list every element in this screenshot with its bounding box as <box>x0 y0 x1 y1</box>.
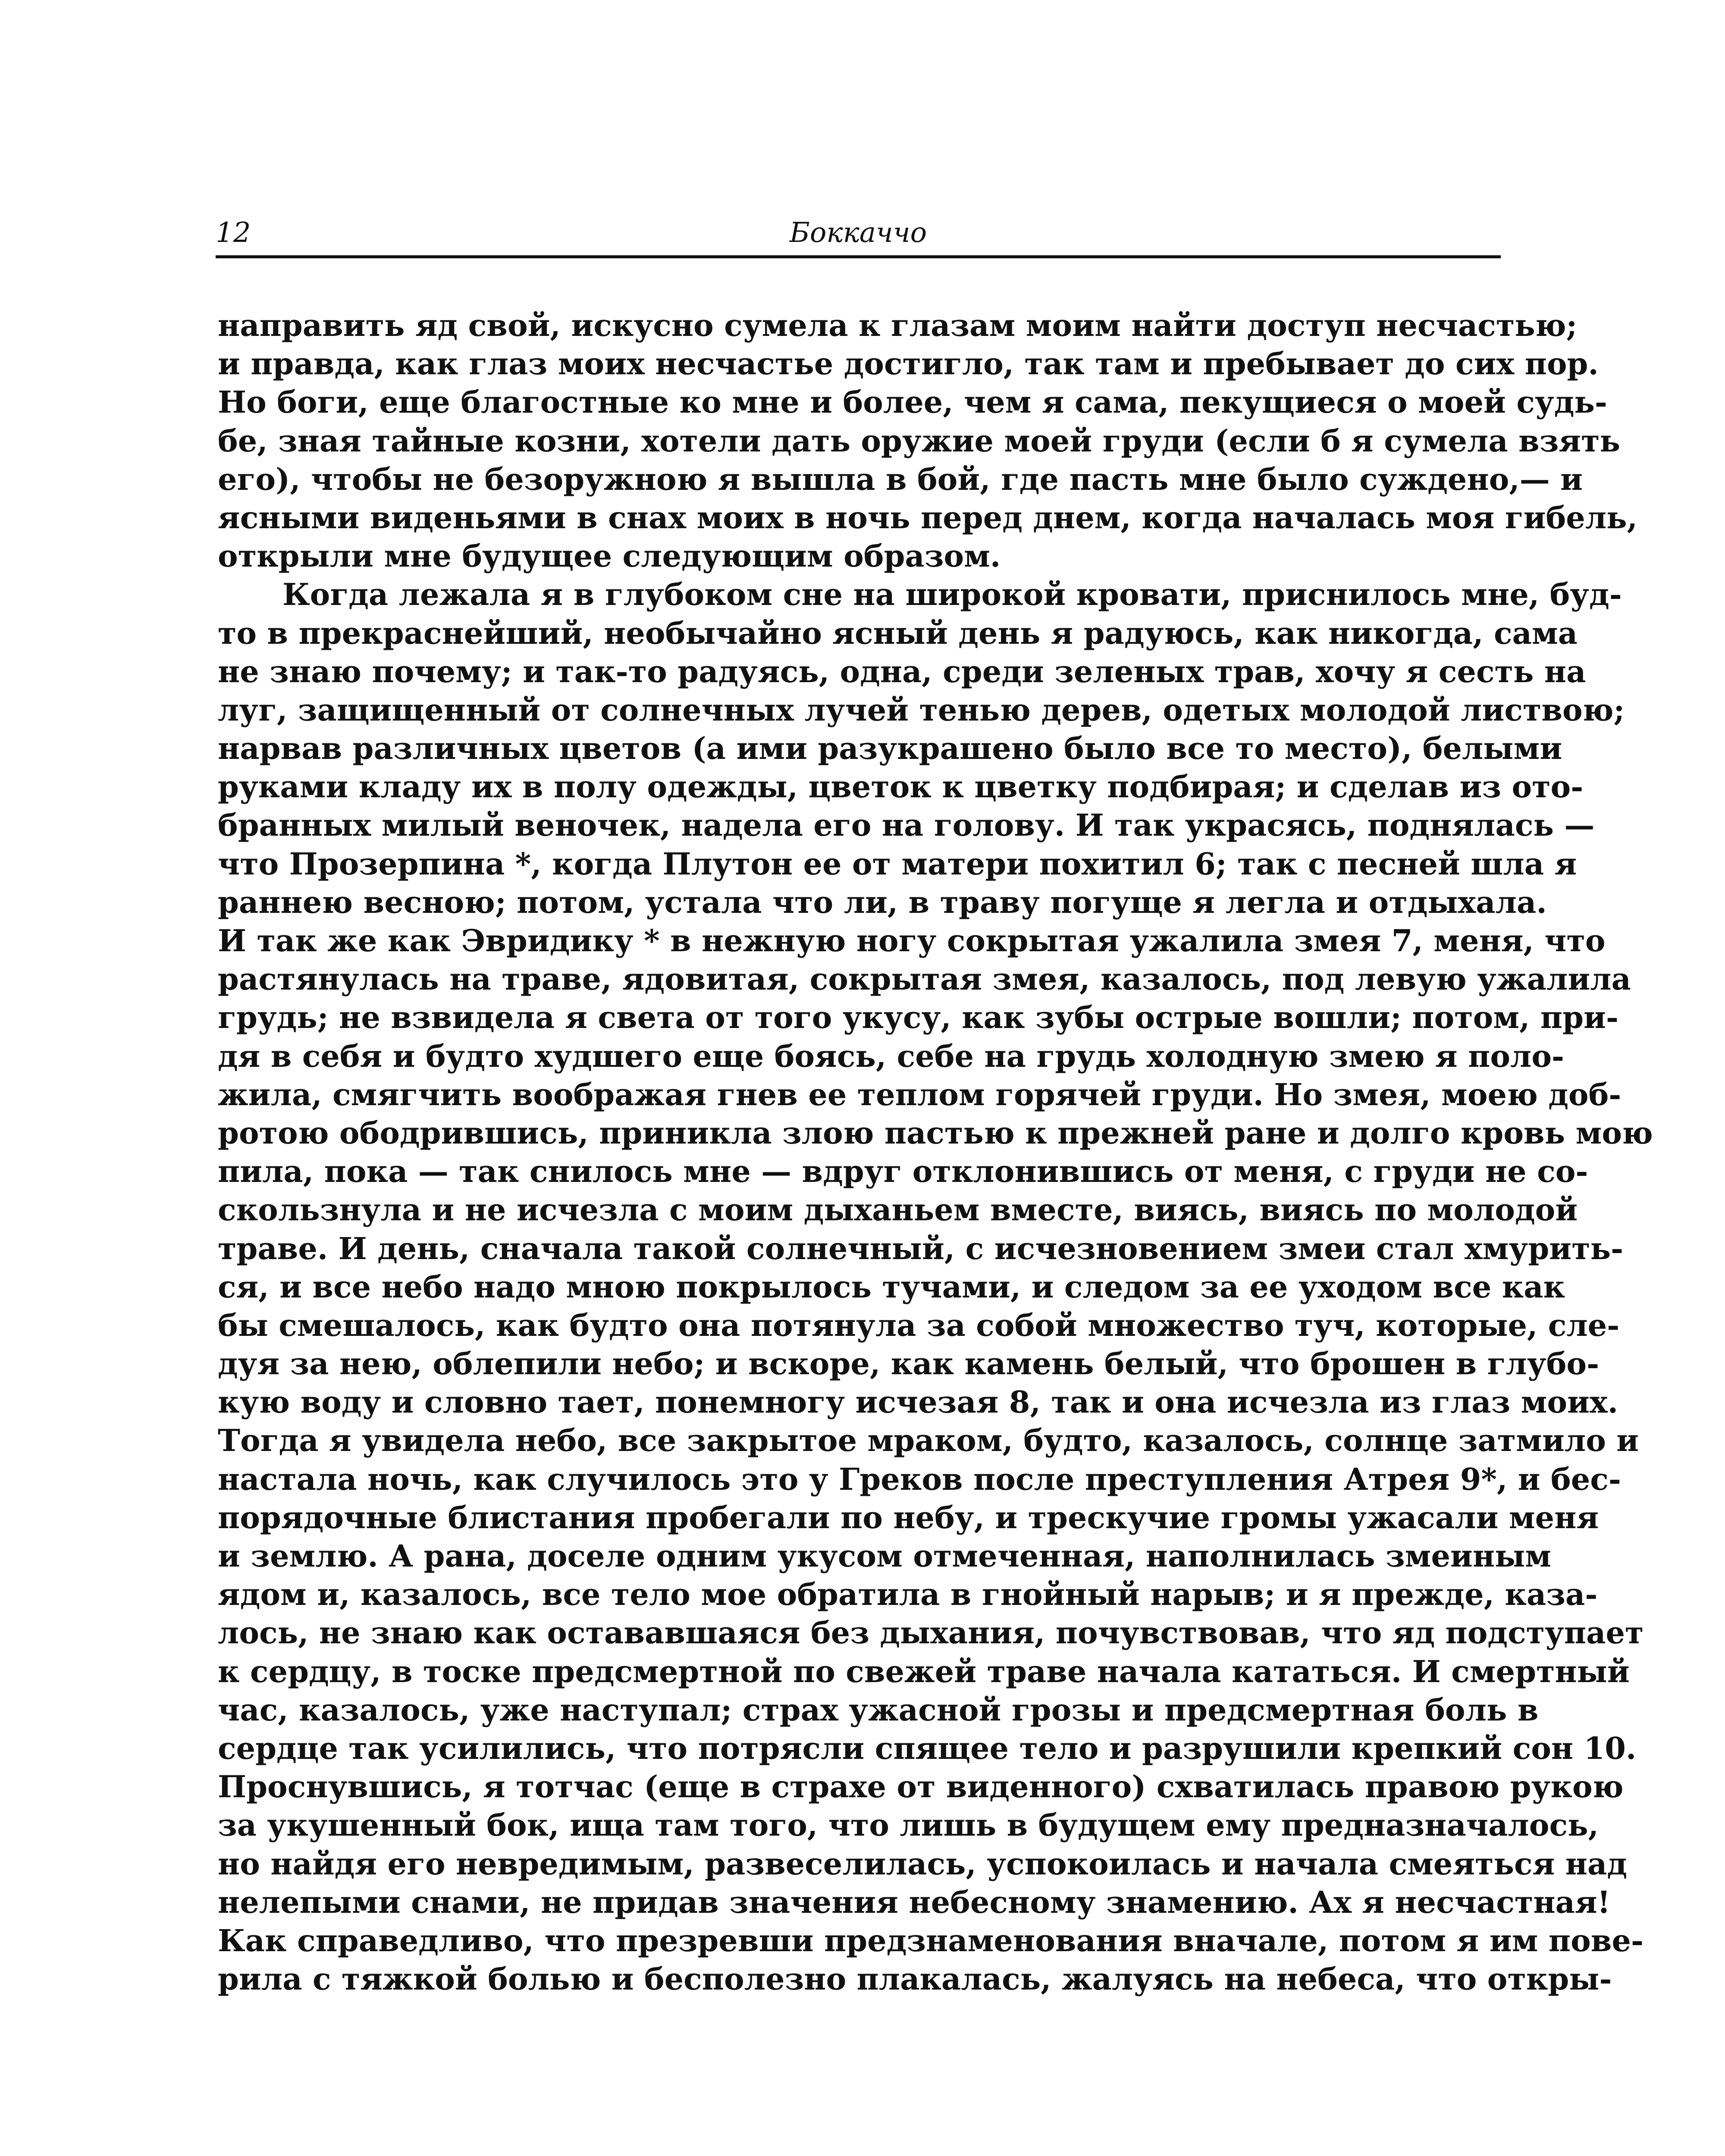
text-line: растянулась на траве, ядовитая, сокрытая змея, казалось, под левую ужалила <box>218 961 1631 997</box>
text-line: бе, зная тайные козни, хотели дать оружие моей груди (если б я сумела взять <box>218 423 1621 459</box>
text-line: бы смешалось, как будто она потянула за собой множество туч, которые, сле- <box>218 1307 1620 1343</box>
text-line: не знаю почему; и так-то радуясь, одна, среди зеленых трав, хочу я сесть на <box>218 653 1586 689</box>
text-line: И так же как Эвридику * в нежную ногу сокрытая ужалила змея 7, меня, что <box>218 923 1606 959</box>
text-line: дя в себя и будто худшего еще боясь, себе на грудь холодную змею я поло- <box>218 1038 1565 1074</box>
text-line: Тогда я увидела небо, все закрытое мраком, будто, казалось, солнце затмило и <box>218 1423 1639 1459</box>
text-line: руками кладу их в полу одежды, цветок к цветку подбирая; и сделав из ото- <box>218 769 1584 805</box>
body-text <box>218 306 1653 1998</box>
text-line: его), чтобы не безоружною я вышла в бой, где пасть мне было суждено,— и <box>218 461 1583 497</box>
text-line: раннею весною; потом, устала что ли, в траву погуще я легла и отдыхала. <box>218 884 1547 920</box>
text-line: дуя за нею, облепили небо; и вскоре, как камень белый, что брошен в глубо- <box>218 1346 1600 1382</box>
text-line: сердце так усилились, что потрясли спящее тело и разрушили крепкий сон 10. <box>218 1730 1637 1766</box>
text-line: то в прекраснейший, необычайно ясный день я радуюсь, как никогда, сама <box>218 615 1578 651</box>
text-line: ясными виденьями в снах моих в ночь перед днем, когда началась моя гибель, <box>218 499 1638 536</box>
text-line: скользнула и не исчезла с моим дыханьем вместе, виясь, виясь по молодой <box>218 1192 1578 1228</box>
text-line: что Прозерпина *, когда Плутон ее от матери похитил 6; так с песней шла я <box>218 846 1577 882</box>
header-rule <box>216 255 1501 258</box>
text-line: пила, пока — так снилось мне — вдруг отклонившись от меня, с груди не со- <box>218 1153 1588 1190</box>
text-line: траве. И день, сначала такой солнечный, с исчезновением змеи стал хмурить- <box>218 1230 1624 1266</box>
text-line: порядочные блистания пробегали по небу, и трескучие громы ужасали меня <box>218 1499 1599 1536</box>
text-line: ротою ободрившись, приникла злою пастью к прежней ране и долго кровь мою <box>218 1115 1653 1151</box>
running-title: Боккаччо <box>789 217 927 249</box>
text-line: настала ночь, как случилось это у Греков после преступления Атрея 9*, и бес- <box>218 1461 1621 1497</box>
text-line: жила, смягчить воображая гнев ее теплом горячей груди. Но змея, моею доб- <box>218 1076 1622 1112</box>
text-line: луг, защищенный от солнечных лучей тенью дерев, одетых молодой листвою; <box>218 692 1625 728</box>
text-line: Проснувшись, я тотчас (еще в страхе от виденного) схватилась правою рукою <box>218 1769 1624 1805</box>
text-line: нарвав различных цветов (а ими разукрашено было все то место), белыми <box>218 730 1562 767</box>
text-line: Когда лежала я в глубоком сне на широкой кровати, приснилось мне, буд- <box>282 577 1622 613</box>
text-line: открыли мне будущее следующим образом. <box>218 538 1001 574</box>
text-line: к сердцу, в тоске предсмертной по свежей траве начала кататься. И смертный <box>218 1653 1630 1689</box>
text-line: и землю. А рана, доселе одним укусом отмеченная, наполнилась змеиным <box>218 1538 1552 1574</box>
text-line: бранных милый веночек, надела его на голову. И так украсясь, поднялась — <box>218 807 1595 843</box>
text-line: грудь; не взвидела я света от того укусу, как зубы острые вошли; потом, при- <box>218 1000 1619 1036</box>
paragraph-2 <box>218 575 1653 1998</box>
text-line: час, казалось, уже наступал; страх ужасной грозы и предсмертная боль в <box>218 1692 1539 1728</box>
text-line: за укушенный бок, ища там того, что лишь в будущем ему предназначалось, <box>218 1807 1599 1843</box>
text-line: ядом и, казалось, все тело мое обратила в гнойный нарыв; и я прежде, каза- <box>218 1576 1598 1613</box>
paragraph-1 <box>218 306 1638 575</box>
text-line: но найдя его невредимым, развеселилась, успокоилась и начала смеяться над <box>218 1846 1627 1882</box>
text-line: кую воду и словно тает, понемногу исчезая 8, так и она исчезла из глаз моих. <box>218 1384 1618 1420</box>
text-line: ся, и все небо надо мною покрылось тучами, и следом за ее уходом все как <box>218 1269 1565 1305</box>
text-line: и правда, как глаз моих несчастье достигло, так там и пребывает до сих пор. <box>218 346 1599 382</box>
page-header <box>216 216 1501 253</box>
text-line: рила с тяжкой болью и бесполезно плакалась, жалуясь на небеса, что откры- <box>218 1961 1612 1997</box>
text-line: Но боги, еще благостные ко мне и более, чем я сама, пекущиеся о моей судь- <box>218 384 1607 420</box>
text-line: нелепыми снами, не придав значения небесному знамению. Ах я несчастная! <box>218 1884 1611 1920</box>
text-line: направить яд свой, искусно сумела к глазам моим найти доступ несчастью; <box>218 307 1578 343</box>
text-line: лось, не знаю как остававшаяся без дыхания, почувствовав, что яд подступает <box>218 1615 1644 1651</box>
text-line: Как справедливо, что презревши предзнаменования вначале, потом я им пове- <box>218 1922 1644 1959</box>
page-number: 12 <box>216 217 251 249</box>
